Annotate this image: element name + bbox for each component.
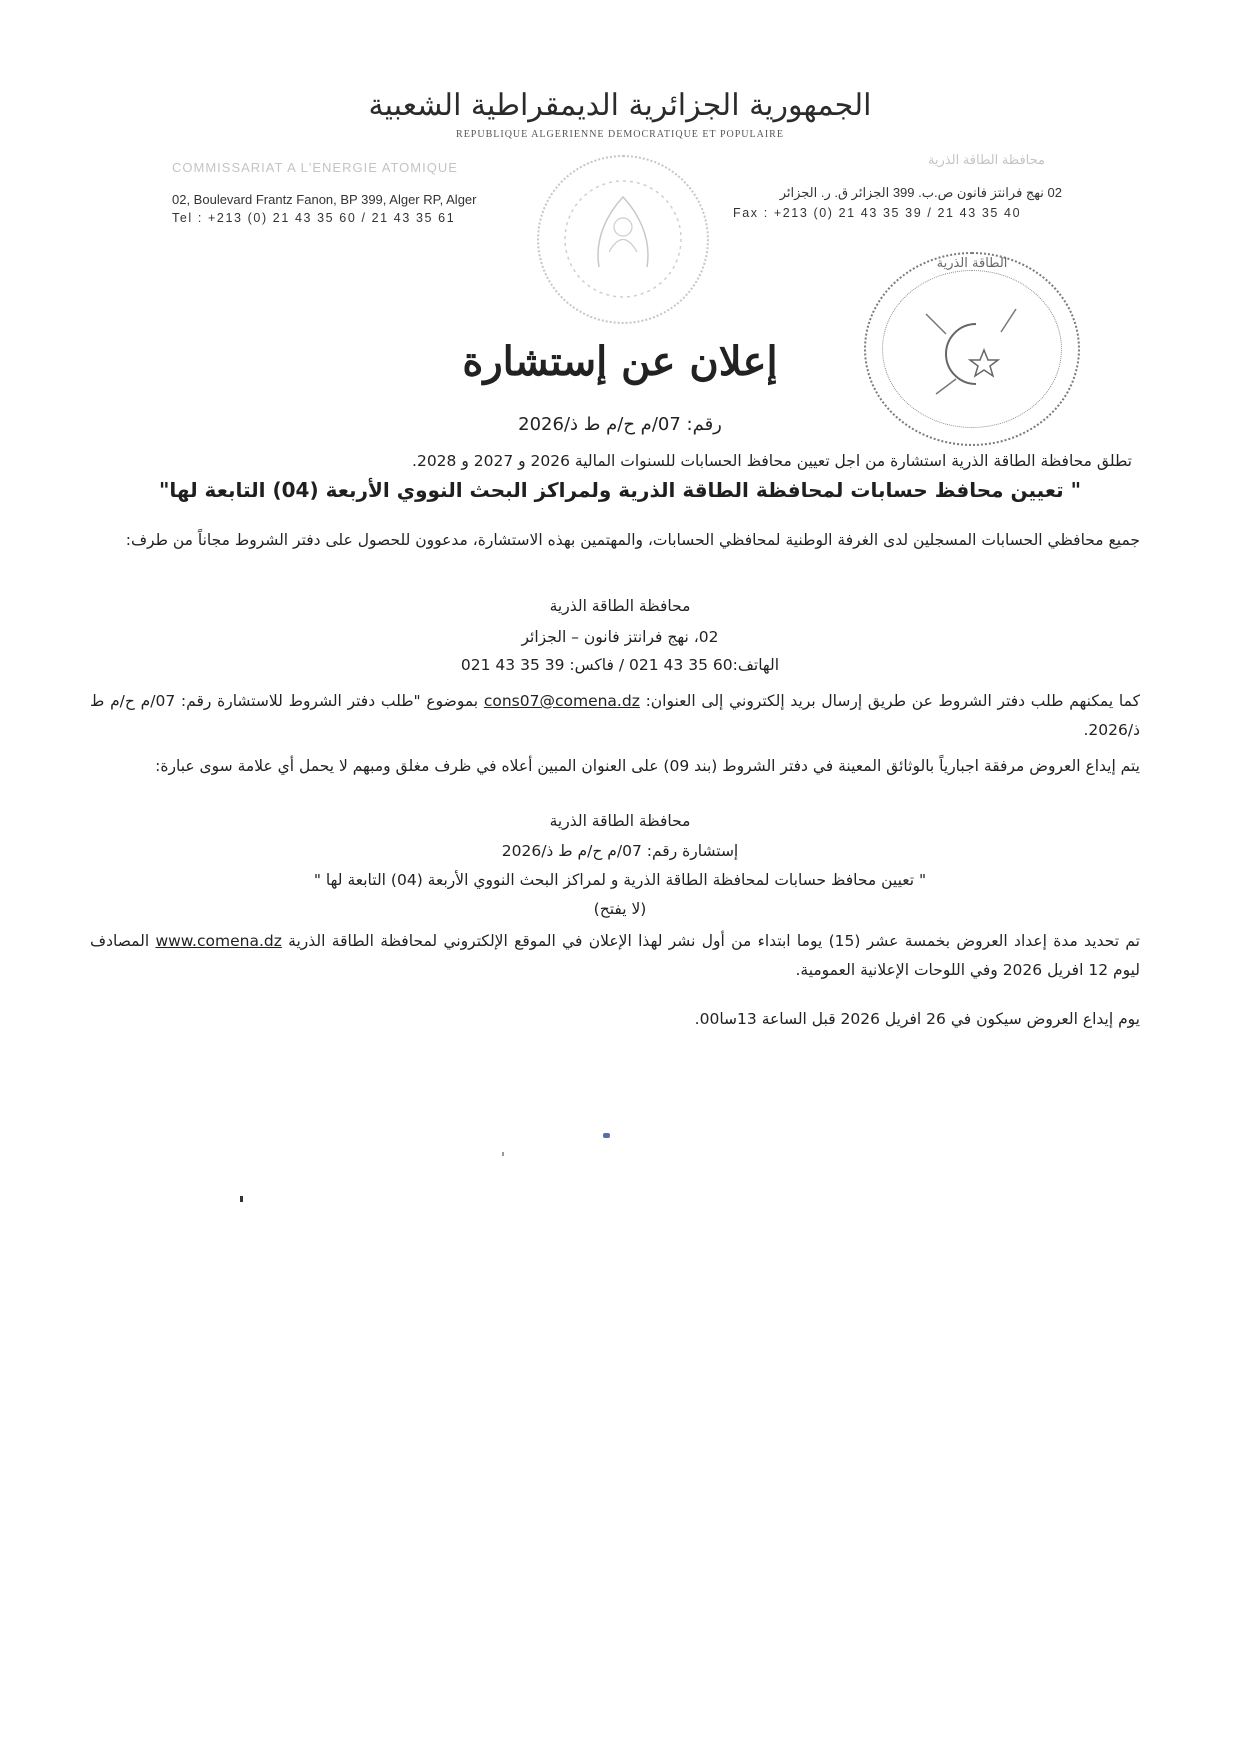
scan-speck <box>603 1133 610 1138</box>
duration-paragraph <box>90 927 1140 985</box>
scan-speck <box>240 1196 243 1202</box>
left-address: 02, Boulevard Frantz Fanon, BP 399, Alger RP, Alger <box>172 192 477 207</box>
right-fax: Fax : +213 (0) 21 43 35 39 / 21 43 35 40 <box>733 206 1022 220</box>
duration-paragraph-end: المصادف ليوم 12 افريل 2026 وفي اللوحات الإعلانية العمومية. <box>90 932 1140 979</box>
email-link[interactable]: cons07@comena.dz <box>483 692 640 710</box>
email-paragraph-start: كما يمكنهم طلب دفتر الشروط عن طريق إرسال بريد إلكتروني إلى العنوان: <box>639 692 1140 710</box>
envelope-do-not-open: (لا يفتح) <box>593 900 647 918</box>
phone-fax-line: الهاتف:60 35 43 021 / فاكس: 39 35 43 021 <box>460 656 780 674</box>
organization-name: محافظة الطاقة الذرية <box>549 597 691 615</box>
envelope-reference: إستشارة رقم: 07/م ح/م ط ذ/2026 <box>501 842 739 860</box>
website-link[interactable]: www.comena.dz <box>155 932 282 950</box>
state-emblem <box>537 155 709 324</box>
document-title: إعلان عن إستشارة <box>462 338 778 385</box>
intro-paragraph: تطلق محافظة الطاقة الذرية استشارة من اجل تعيين محافظ الحسابات للسنوات المالية 2026 و 2027 و 2028. <box>412 452 1132 470</box>
emblem-art-icon <box>539 157 707 322</box>
stamp-label: الطاقة الذرية <box>936 256 1008 271</box>
left-telephone: Tel : +213 (0) 21 43 35 60 / 21 43 35 61 <box>172 211 456 225</box>
invitation-paragraph: جميع محافظي الحسابات المسجلين لدى الغرفة الوطنية لمحافظي الحسابات، والمهتمين بهذه الاستشارة، مدعوون للحصول على دفتر الشروط مجاناً من طرف: <box>125 531 1140 549</box>
scan-speck <box>502 1152 504 1156</box>
french-republic-heading: REPUBLIQUE ALGERIENNE DEMOCRATIQUE ET POPULAIRE <box>456 129 784 140</box>
right-address: 02 نهج فرانتز فانون ص.ب. 399 الجزائر ق. ر. الجزائر <box>779 185 1062 200</box>
organization-address: 02، نهج فرانتز فانون – الجزائر <box>521 628 719 646</box>
right-faded-institution: محافظة الطاقة الذرية <box>927 152 1045 167</box>
deposit-paragraph: يتم إيداع العروض مرفقة اجبارياً بالوثائق المعينة في دفتر الشروط (بند 09) على العنوان المبين أعلاه في ظرف مغلق ومبهم لا يحمل أي علامة سوى عبارة: <box>155 757 1140 775</box>
email-paragraph-end: بموضوع "طلب دفتر الشروط للاستشارة رقم: 07/م ح/م ط ذ/2026. <box>90 692 1140 739</box>
left-faded-institution: COMMISSARIAT A L'ENERGIE ATOMIQUE <box>172 160 458 175</box>
email-paragraph <box>90 687 1140 745</box>
arabic-republic-heading: الجمهورية الجزائرية الديمقراطية الشعبية <box>368 88 872 123</box>
envelope-subject: " تعيين محافظ حسابات لمحافظة الطاقة الذرية و لمراكز البحث النووي الأربعة (04) التابعة لها " <box>313 871 927 889</box>
deadline-line: يوم إيداع العروض سيكون في 26 افريل 2026 قبل الساعة 13سا00. <box>694 1010 1140 1028</box>
consultation-subject: " تعيين محافظ حسابات لمحافظة الطاقة الذرية ولمراكز البحث النووي الأربعة (04) التابعة لها" <box>158 478 1082 502</box>
envelope-organization: محافظة الطاقة الذرية <box>549 812 691 830</box>
duration-paragraph-start: تم تحديد مدة إعداد العروض بخمسة عشر (15) يوما ابتداء من أول نشر لهذا الإعلان في الموقع الإلكتروني لمحافظة الطاقة الذرية <box>281 932 1140 950</box>
reference-number: رقم: 07/م ح/م ط ذ/2026 <box>518 414 722 435</box>
